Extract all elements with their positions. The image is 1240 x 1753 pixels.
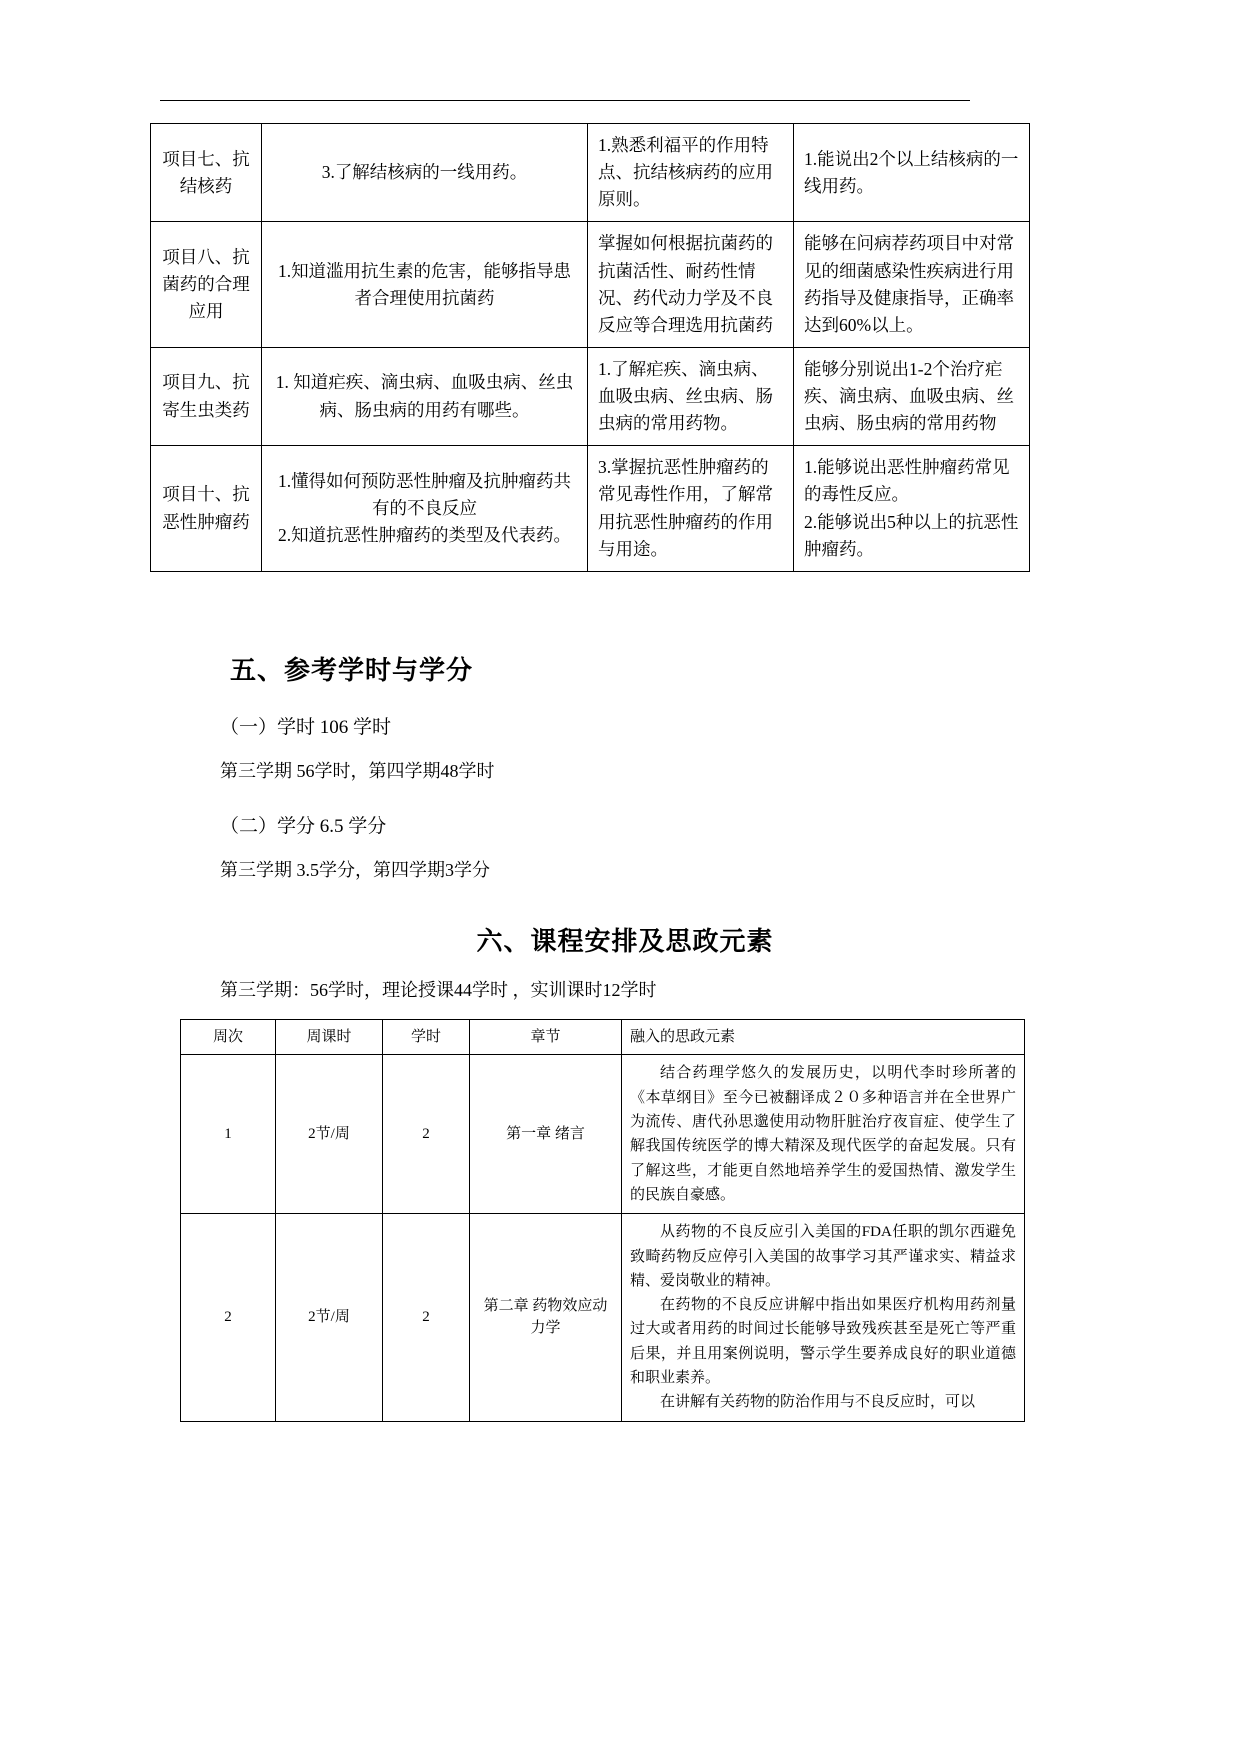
table-header-row: [181, 1019, 1025, 1055]
header-hours: 学时: [383, 1019, 470, 1055]
knowledge-line: 2.知道抗恶性肿瘤药的类型及代表药。: [277, 525, 572, 546]
project-cell: 项目九、抗寄生虫类药: [151, 347, 262, 445]
assessment-line: 1.能够说出恶性肿瘤药常见的毒性反应。: [804, 457, 1010, 505]
skill-cell: 3.掌握抗恶性肿瘤药的常见毒性作用，了解常用抗恶性肿瘤药的作用与用途。: [588, 446, 794, 572]
ideology-paragraph: 在讲解有关药物的防治作用与不良反应时，可以: [660, 1394, 976, 1411]
knowledge-cell: [262, 446, 588, 572]
credits-title: （二）学分 6.5 学分: [220, 815, 387, 837]
hours-title: （一）学时 106 学时: [220, 716, 392, 738]
skill-cell: 1.熟悉利福平的作用特点、抗结核病药的应用原则。: [588, 124, 794, 222]
week-cell: 2: [181, 1214, 276, 1421]
header-rule: [160, 100, 970, 101]
project-cell: 项目七、抗结核药: [151, 124, 262, 222]
weekly-hours-cell: 2节/周: [276, 1055, 383, 1214]
header-chapter: 章节: [470, 1019, 622, 1055]
assessment-line: 2.能够说出5种以上的抗恶性肿瘤药。: [804, 511, 1019, 559]
knowledge-cell: 1.知道滥用抗生素的危害，能够指导患者合理使用抗菌药: [262, 222, 588, 348]
ideology-paragraph: 从药物的不良反应引入美国的FDA任职的凯尔西避免致畸药物反应停引入美国的故事学习其严谨求实、精益求精、爱岗敬业的精神。: [630, 1224, 1016, 1289]
week-cell: 1: [181, 1055, 276, 1214]
header-week: 周次: [181, 1019, 276, 1055]
ideology-paragraph: 在药物的不良反应讲解中指出如果医疗机构用药剂量过大或者用药的时间过长能够导致残疾甚至是死亡等严重后果，并且用案例说明，警示学生要养成良好的职业道德和职业素养。: [630, 1297, 1016, 1386]
knowledge-cell: 1. 知道疟疾、滴虫病、血吸虫病、丝虫病、肠虫病的用药有哪些。: [262, 347, 588, 445]
header-weekly-hours: 周课时: [276, 1019, 383, 1055]
section-six-title: 六、课程安排及思政元素: [476, 927, 774, 958]
assessment-cell: 能够在问病荐药项目中对常见的细菌感染性疾病进行用药指导及健康指导，正确率达到60%以上。: [794, 222, 1030, 348]
schedule-table: [180, 1019, 1025, 1422]
ideology-cell: [622, 1214, 1025, 1421]
chapter-cell: 第一章 绪言: [470, 1055, 622, 1214]
hours-cell: 2: [383, 1055, 470, 1214]
chapter-cell: 第二章 药物效应动力学: [470, 1214, 622, 1421]
table-row: [151, 347, 1030, 445]
skill-cell: 掌握如何根据抗菌药的抗菌活性、耐药性情况、药代动力学及不良反应等合理选用抗菌药: [588, 222, 794, 348]
assessment-cell: 1.能说出2个以上结核病的一线用药。: [794, 124, 1030, 222]
project-cell: 项目八、抗菌药的合理应用: [151, 222, 262, 348]
hours-detail: 第三学期 56学时，第四学期48学时: [220, 761, 495, 782]
credits-detail: 第三学期 3.5学分，第四学期3学分: [220, 860, 490, 881]
skill-cell: 1.了解疟疾、滴虫病、血吸虫病、丝虫病、肠虫病的常用药物。: [588, 347, 794, 445]
section-five-title: 五、参考学时与学分: [230, 655, 474, 686]
knowledge-line: 1.懂得如何预防恶性肿瘤及抗肿瘤药共有的不良反应: [277, 470, 572, 518]
knowledge-cell: 3.了解结核病的一线用药。: [262, 124, 588, 222]
assessment-cell: 能够分别说出1-2个治疗疟疾、滴虫病、血吸虫病、丝虫病、肠虫病的常用药物: [794, 347, 1030, 445]
table-row: [181, 1214, 1025, 1421]
table-row: [181, 1055, 1025, 1214]
section-six-note: 第三学期：56学时，理论授课44学时 ，实训课时12学时: [220, 980, 657, 1001]
weekly-hours-cell: 2节/周: [276, 1214, 383, 1421]
table-row: [151, 222, 1030, 348]
project-cell: 项目十、抗恶性肿瘤药: [151, 446, 262, 572]
header-ideology: 融入的思政元素: [622, 1019, 1025, 1055]
course-objectives-table: [150, 123, 1030, 572]
table-row: [151, 446, 1030, 572]
table-row: [151, 124, 1030, 222]
ideology-cell: [622, 1055, 1025, 1214]
ideology-paragraph: 结合药理学悠久的发展历史，以明代李时珍所著的《本草纲目》至今已被翻译成２０多种语言并在全世界广为流传、唐代孙思邈使用动物肝脏治疗夜盲症、使学生了解我国传统医学的博大精深及现代医学的奋起发展。只有了解这些，才能更自然地培养学生的爱国热情、激发学生的民族自豪感。: [630, 1065, 1016, 1203]
assessment-cell: [794, 446, 1030, 572]
hours-cell: 2: [383, 1214, 470, 1421]
